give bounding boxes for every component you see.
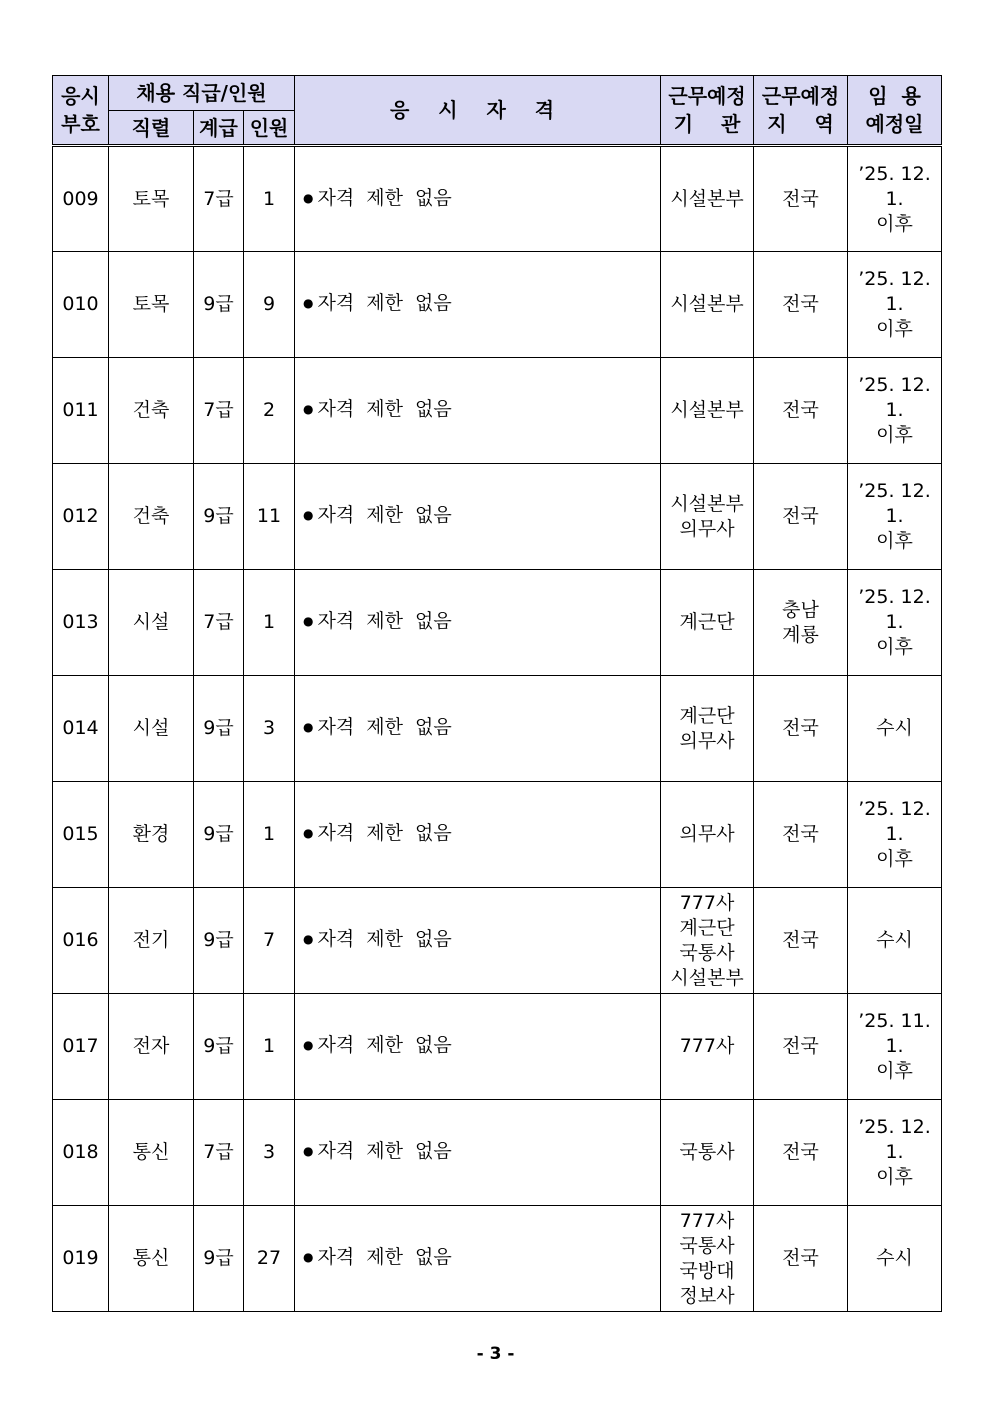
- region-cell: [754, 888, 848, 994]
- region-cell-line: 전국: [782, 929, 819, 951]
- appoint-date-cell-line: 수시: [876, 929, 913, 951]
- exam-number-cell: 014: [53, 676, 109, 782]
- appoint-date-cell-line: ’25. 12. 1.: [858, 374, 931, 421]
- table-row: [53, 782, 942, 888]
- appoint-date-cell-line: ’25. 12. 1.: [858, 268, 931, 315]
- header-agency: 근무예정 기 관: [661, 76, 754, 146]
- qualification-text: 자격 제한 없음: [317, 1246, 452, 1268]
- exam-number-cell: 018: [53, 1100, 109, 1206]
- qualification-text: 자격 제한 없음: [317, 822, 452, 844]
- header-qualification: 응 시 자 격: [295, 76, 661, 146]
- series-cell: 통신: [109, 1206, 194, 1312]
- count-cell: 1: [244, 994, 295, 1100]
- agency-cell: [661, 888, 754, 994]
- qualification-text: 자격 제한 없음: [317, 504, 452, 526]
- grade-cell: 9급: [194, 464, 244, 570]
- agency-cell-line: 계근단: [679, 611, 735, 633]
- count-cell: 3: [244, 676, 295, 782]
- series-cell: 건축: [109, 464, 194, 570]
- agency-cell: [661, 782, 754, 888]
- grade-cell: 7급: [194, 570, 244, 676]
- table-row: [53, 252, 942, 358]
- region-cell: [754, 358, 848, 464]
- appoint-date-cell-line: 이후: [876, 1166, 913, 1188]
- region-cell-line: 전국: [782, 717, 819, 739]
- agency-cell: [661, 1206, 754, 1312]
- qualification-text: 자격 제한 없음: [317, 1034, 452, 1056]
- count-cell: 27: [244, 1206, 295, 1312]
- grade-cell: 9급: [194, 888, 244, 994]
- appoint-date-cell: [848, 570, 942, 676]
- header-count: 인원: [244, 111, 295, 146]
- table-row: [53, 570, 942, 676]
- count-cell: 1: [244, 782, 295, 888]
- qualification-cell: [295, 1206, 661, 1312]
- table-row: [53, 994, 942, 1100]
- appoint-date-cell: [848, 1100, 942, 1206]
- region-cell-line: 전국: [782, 1141, 819, 1163]
- agency-cell: [661, 676, 754, 782]
- agency-cell-line: 의무사: [679, 517, 735, 540]
- table-row: [53, 1206, 942, 1312]
- appoint-date-cell-line: 이후: [876, 318, 913, 340]
- exam-number-cell: 013: [53, 570, 109, 676]
- appoint-date-cell-line: ’25. 12. 1.: [858, 1116, 931, 1163]
- header-exam-no: 응시 부호: [53, 76, 109, 146]
- bullet-icon: ●: [303, 826, 314, 840]
- agency-cell-line: 의무사: [679, 729, 735, 752]
- region-cell-line: 전국: [782, 399, 819, 421]
- bullet-icon: ●: [303, 508, 314, 522]
- grade-cell: 7급: [194, 146, 244, 252]
- count-cell: 3: [244, 1100, 295, 1206]
- agency-cell: [661, 252, 754, 358]
- bullet-icon: ●: [303, 720, 314, 734]
- qualification-text: 자격 제한 없음: [317, 610, 452, 632]
- region-cell: [754, 252, 848, 358]
- region-cell-line: 전국: [782, 293, 819, 315]
- table-body: [53, 146, 942, 1312]
- count-cell: 11: [244, 464, 295, 570]
- agency-cell-line: 의무사: [679, 823, 735, 845]
- header-region: 근무예정 지 역: [754, 76, 848, 146]
- table-row: [53, 888, 942, 994]
- appoint-date-cell: [848, 464, 942, 570]
- grade-cell: 9급: [194, 1206, 244, 1312]
- agency-cell-line: 시설본부: [670, 492, 744, 515]
- series-cell: 환경: [109, 782, 194, 888]
- agency-cell-line: 국방대: [679, 1259, 735, 1282]
- appoint-date-cell-line: 수시: [876, 717, 913, 739]
- exam-number-cell: 012: [53, 464, 109, 570]
- table-row: [53, 1100, 942, 1206]
- agency-cell: [661, 1100, 754, 1206]
- appoint-date-cell-line: 이후: [876, 848, 913, 870]
- bullet-icon: ●: [303, 614, 314, 628]
- qualification-cell: [295, 358, 661, 464]
- appoint-date-cell-line: ’25. 12. 1.: [858, 162, 931, 210]
- agency-cell-line: 국통사: [679, 941, 735, 964]
- header-grade: 계급: [194, 111, 244, 146]
- qualification-text: 자격 제한 없음: [317, 716, 452, 738]
- grade-cell: 7급: [194, 358, 244, 464]
- series-cell: 시설: [109, 570, 194, 676]
- exam-number-cell: 009: [53, 146, 109, 252]
- exam-number-cell: 017: [53, 994, 109, 1100]
- appoint-date-cell: [848, 146, 942, 252]
- appoint-date-cell: [848, 676, 942, 782]
- qualification-cell: [295, 252, 661, 358]
- region-cell: [754, 146, 848, 252]
- qualification-text: 자격 제한 없음: [317, 292, 452, 314]
- appoint-date-cell-line: 이후: [876, 424, 913, 446]
- grade-cell: 9급: [194, 252, 244, 358]
- appoint-date-cell: [848, 782, 942, 888]
- count-cell: 9: [244, 252, 295, 358]
- count-cell: 2: [244, 358, 295, 464]
- agency-cell: [661, 464, 754, 570]
- region-cell-line: 전국: [782, 1035, 819, 1057]
- region-cell-line: 충남: [782, 598, 819, 621]
- exam-number-cell: 019: [53, 1206, 109, 1312]
- grade-cell: 9급: [194, 994, 244, 1100]
- recruitment-table: [52, 75, 942, 1312]
- appoint-date-cell-line: 이후: [876, 636, 913, 658]
- appoint-date-cell-line: ’25. 12. 1.: [858, 586, 931, 633]
- bullet-icon: ●: [303, 1038, 314, 1052]
- region-cell-line: 전국: [782, 505, 819, 527]
- count-cell: 1: [244, 146, 295, 252]
- header-series: 직렬: [109, 111, 194, 146]
- qualification-cell: [295, 570, 661, 676]
- bullet-icon: ●: [303, 1250, 314, 1264]
- agency-cell-line: 시설본부: [670, 187, 744, 210]
- region-cell: [754, 994, 848, 1100]
- qualification-cell: [295, 1100, 661, 1206]
- qualification-text: 자격 제한 없음: [317, 398, 452, 420]
- region-cell-line: 계룡: [782, 623, 819, 646]
- exam-number-cell: 015: [53, 782, 109, 888]
- series-cell: 토목: [109, 252, 194, 358]
- bullet-icon: ●: [303, 402, 314, 416]
- exam-number-cell: 011: [53, 358, 109, 464]
- qualification-cell: [295, 146, 661, 252]
- table-row: [53, 146, 942, 252]
- region-cell: [754, 570, 848, 676]
- appoint-date-cell-line: ’25. 12. 1.: [858, 480, 931, 527]
- agency-cell-line: 국통사: [679, 1234, 735, 1257]
- region-cell-line: 전국: [782, 187, 819, 210]
- qualification-cell: [295, 888, 661, 994]
- series-cell: 전기: [109, 888, 194, 994]
- agency-cell-line: 시설본부: [670, 293, 744, 315]
- qualification-text: 자격 제한 없음: [317, 186, 452, 209]
- bullet-icon: ●: [303, 1144, 314, 1158]
- agency-cell-line: 계근단: [679, 704, 735, 727]
- agency-cell: [661, 994, 754, 1100]
- series-cell: 통신: [109, 1100, 194, 1206]
- agency-cell-line: 정보사: [679, 1284, 735, 1307]
- region-cell: [754, 1206, 848, 1312]
- agency-cell: [661, 570, 754, 676]
- agency-cell: [661, 358, 754, 464]
- region-cell: [754, 782, 848, 888]
- series-cell: 시설: [109, 676, 194, 782]
- qualification-cell: [295, 676, 661, 782]
- agency-cell-line: 시설본부: [670, 966, 744, 989]
- appoint-date-cell-line: 이후: [876, 530, 913, 552]
- agency-cell-line: 계근단: [679, 916, 735, 939]
- region-cell-line: 전국: [782, 823, 819, 845]
- header-appoint-date: 임 용 예정일: [848, 76, 942, 146]
- agency-cell-line: 국통사: [679, 1141, 735, 1163]
- table-row: [53, 358, 942, 464]
- appoint-date-cell-line: ’25. 11. 1.: [858, 1010, 931, 1057]
- qualification-cell: [295, 464, 661, 570]
- grade-cell: 9급: [194, 782, 244, 888]
- appoint-date-cell: [848, 1206, 942, 1312]
- header-position-group: 채용 직급/인원: [109, 76, 295, 111]
- appoint-date-cell-line: 이후: [876, 212, 913, 235]
- agency-cell: [661, 146, 754, 252]
- count-cell: 1: [244, 570, 295, 676]
- appoint-date-cell: [848, 994, 942, 1100]
- grade-cell: 7급: [194, 1100, 244, 1206]
- region-cell: [754, 676, 848, 782]
- exam-number-cell: 016: [53, 888, 109, 994]
- bullet-icon: ●: [303, 296, 314, 310]
- series-cell: 건축: [109, 358, 194, 464]
- series-cell: 토목: [109, 146, 194, 252]
- grade-cell: 9급: [194, 676, 244, 782]
- exam-number-cell: 010: [53, 252, 109, 358]
- qualification-text: 자격 제한 없음: [317, 1140, 452, 1162]
- appoint-date-cell: [848, 252, 942, 358]
- qualification-cell: [295, 782, 661, 888]
- agency-cell-line: 777사: [679, 1035, 735, 1057]
- agency-cell-line: 777사: [679, 891, 735, 914]
- appoint-date-cell-line: 수시: [876, 1247, 913, 1269]
- series-cell: 전자: [109, 994, 194, 1100]
- appoint-date-cell: [848, 358, 942, 464]
- region-cell: [754, 1100, 848, 1206]
- count-cell: 7: [244, 888, 295, 994]
- bullet-icon: ●: [303, 932, 314, 946]
- region-cell-line: 전국: [782, 1247, 819, 1269]
- appoint-date-cell-line: ’25. 12. 1.: [858, 798, 931, 845]
- region-cell: [754, 464, 848, 570]
- agency-cell-line: 시설본부: [670, 399, 744, 421]
- qualification-text: 자격 제한 없음: [317, 928, 452, 950]
- appoint-date-cell-line: 이후: [876, 1060, 913, 1082]
- appoint-date-cell: [848, 888, 942, 994]
- agency-cell-line: 777사: [679, 1209, 735, 1232]
- page-number: - 3 -: [476, 1344, 515, 1364]
- table-row: [53, 464, 942, 570]
- table-row: [53, 676, 942, 782]
- qualification-cell: [295, 994, 661, 1100]
- bullet-icon: ●: [303, 190, 314, 205]
